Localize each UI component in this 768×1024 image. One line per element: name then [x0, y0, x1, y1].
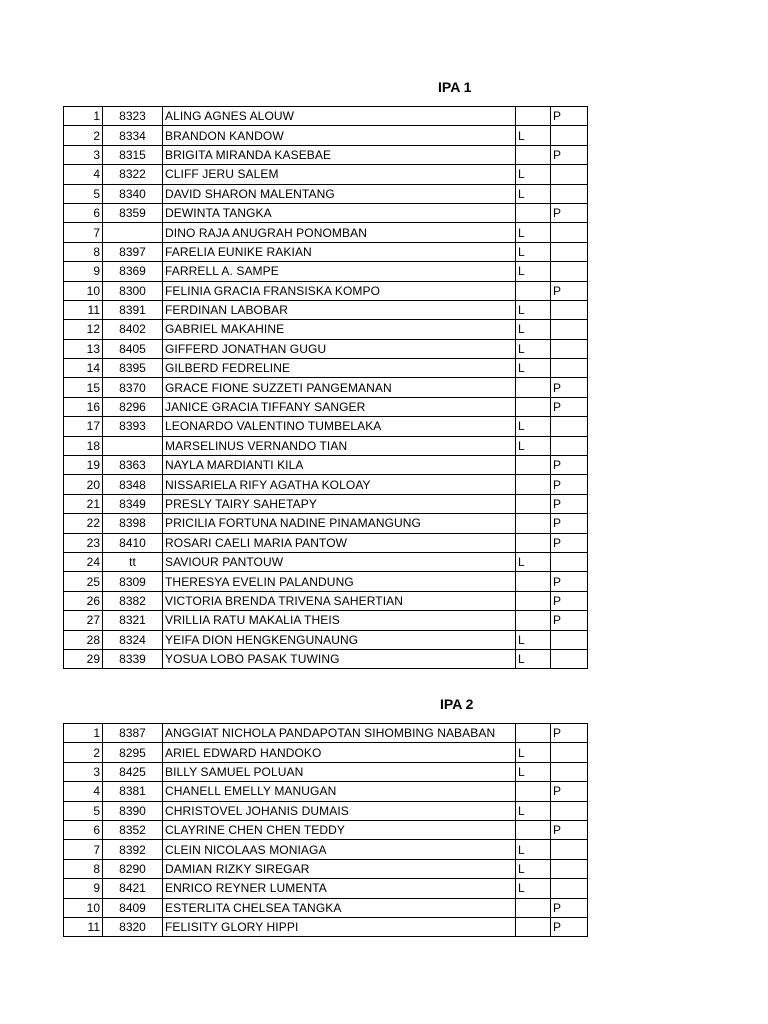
table-row	[64, 223, 588, 242]
student-id: 8363	[103, 456, 163, 475]
student-id: 8369	[103, 262, 163, 281]
row-number: 11	[64, 300, 103, 319]
student-name: CHRISTOVEL JOHANIS DUMAIS	[163, 801, 516, 820]
gender-l-mark: L	[516, 184, 551, 203]
table-row	[64, 417, 588, 436]
student-name: CHANELL EMELLY MANUGAN	[163, 782, 516, 801]
gender-l-mark	[516, 475, 551, 494]
gender-l-mark: L	[516, 649, 551, 668]
student-name: YEIFA DION HENGKENGUNAUNG	[163, 630, 516, 649]
row-number: 14	[64, 359, 103, 378]
table-row	[64, 859, 588, 878]
student-name: DINO RAJA ANUGRAH PONOMBAN	[163, 223, 516, 242]
row-number: 27	[64, 611, 103, 630]
student-id: 8409	[103, 898, 163, 917]
student-name: NISSARIELA RIFY AGATHA KOLOAY	[163, 475, 516, 494]
student-id: 8390	[103, 801, 163, 820]
table-row	[64, 649, 588, 668]
gender-l-mark	[516, 820, 551, 839]
gender-l-mark	[516, 514, 551, 533]
student-id: 8421	[103, 879, 163, 898]
row-number: 2	[64, 743, 103, 762]
student-id: 8405	[103, 339, 163, 358]
student-id: 8395	[103, 359, 163, 378]
student-name: CLAYRINE CHEN CHEN TEDDY	[163, 820, 516, 839]
table-row	[64, 611, 588, 630]
student-name: GABRIEL MAKAHINE	[163, 320, 516, 339]
gender-p-mark	[551, 436, 588, 455]
table-row	[64, 801, 588, 820]
gender-p-mark	[551, 840, 588, 859]
table-row	[64, 300, 588, 319]
student-id: 8410	[103, 533, 163, 552]
student-name: PRESLY TAIRY SAHETAPY	[163, 494, 516, 513]
row-number: 12	[64, 320, 103, 339]
table-row	[64, 879, 588, 898]
row-number: 8	[64, 859, 103, 878]
table-row	[64, 359, 588, 378]
student-id: 8425	[103, 762, 163, 781]
table-row	[64, 572, 588, 591]
table-row	[64, 514, 588, 533]
row-number: 3	[64, 145, 103, 164]
table-row	[64, 339, 588, 358]
student-id: 8349	[103, 494, 163, 513]
table-row	[64, 917, 588, 936]
table-row	[64, 782, 588, 801]
table-row	[64, 840, 588, 859]
gender-p-mark	[551, 126, 588, 145]
gender-l-mark: L	[516, 840, 551, 859]
row-number: 19	[64, 456, 103, 475]
student-name: DEWINTA TANGKA	[163, 203, 516, 222]
student-id: 8397	[103, 242, 163, 261]
gender-p-mark: P	[551, 533, 588, 552]
row-number: 16	[64, 397, 103, 416]
student-id: 8393	[103, 417, 163, 436]
row-number: 5	[64, 184, 103, 203]
table-row	[64, 898, 588, 917]
student-name: ESTERLITA CHELSEA TANGKA	[163, 898, 516, 917]
student-name: GIFFERD JONATHAN GUGU	[163, 339, 516, 358]
gender-l-mark	[516, 724, 551, 743]
roster-body	[64, 724, 588, 937]
student-name: FARRELL A. SAMPE	[163, 262, 516, 281]
student-id: 8340	[103, 184, 163, 203]
table-row	[64, 436, 588, 455]
gender-p-mark: P	[551, 917, 588, 936]
gender-l-mark: L	[516, 262, 551, 281]
row-number: 29	[64, 649, 103, 668]
student-name: ALING AGNES ALOUW	[163, 107, 516, 126]
row-number: 1	[64, 724, 103, 743]
row-number: 7	[64, 223, 103, 242]
row-number: 10	[64, 281, 103, 300]
student-name: SAVIOUR PANTOUW	[163, 552, 516, 571]
gender-p-mark	[551, 242, 588, 261]
gender-l-mark	[516, 397, 551, 416]
gender-p-mark	[551, 300, 588, 319]
row-number: 23	[64, 533, 103, 552]
gender-p-mark: P	[551, 820, 588, 839]
student-id: 8290	[103, 859, 163, 878]
student-name: BRIGITA MIRANDA KASEBAE	[163, 145, 516, 164]
gender-l-mark: L	[516, 436, 551, 455]
gender-p-mark	[551, 801, 588, 820]
gender-l-mark: L	[516, 126, 551, 145]
student-name: CLEIN NICOLAAS MONIAGA	[163, 840, 516, 859]
student-name: ENRICO REYNER LUMENTA	[163, 879, 516, 898]
gender-p-mark: P	[551, 591, 588, 610]
gender-l-mark: L	[516, 223, 551, 242]
row-number: 22	[64, 514, 103, 533]
table-row	[64, 126, 588, 145]
gender-l-mark	[516, 611, 551, 630]
student-id: 8324	[103, 630, 163, 649]
gender-l-mark	[516, 281, 551, 300]
row-number: 25	[64, 572, 103, 591]
student-id: 8370	[103, 378, 163, 397]
gender-p-mark	[551, 743, 588, 762]
gender-l-mark	[516, 107, 551, 126]
table-row	[64, 475, 588, 494]
gender-p-mark	[551, 649, 588, 668]
student-name: JANICE GRACIA TIFFANY SANGER	[163, 397, 516, 416]
student-name: GILBERD FEDRELINE	[163, 359, 516, 378]
student-name: LEONARDO VALENTINO TUMBELAKA	[163, 417, 516, 436]
gender-p-mark	[551, 630, 588, 649]
row-number: 28	[64, 630, 103, 649]
table-row	[64, 533, 588, 552]
gender-p-mark	[551, 879, 588, 898]
gender-l-mark: L	[516, 359, 551, 378]
row-number: 18	[64, 436, 103, 455]
gender-l-mark: L	[516, 762, 551, 781]
table-row	[64, 242, 588, 261]
table-row	[64, 145, 588, 164]
gender-l-mark: L	[516, 242, 551, 261]
student-name: FARELIA EUNIKE RAKIAN	[163, 242, 516, 261]
gender-l-mark: L	[516, 165, 551, 184]
student-id: 8398	[103, 514, 163, 533]
student-id: 8309	[103, 572, 163, 591]
row-number: 1	[64, 107, 103, 126]
gender-p-mark: P	[551, 456, 588, 475]
gender-l-mark	[516, 378, 551, 397]
row-number: 21	[64, 494, 103, 513]
table-row	[64, 552, 588, 571]
gender-p-mark: P	[551, 107, 588, 126]
gender-p-mark	[551, 320, 588, 339]
gender-l-mark	[516, 533, 551, 552]
gender-p-mark: P	[551, 145, 588, 164]
gender-l-mark	[516, 591, 551, 610]
student-id: 8334	[103, 126, 163, 145]
gender-p-mark: P	[551, 397, 588, 416]
table-row	[64, 165, 588, 184]
student-name: NAYLA MARDIANTI KILA	[163, 456, 516, 475]
student-name: GRACE FIONE SUZZETI PANGEMANAN	[163, 378, 516, 397]
student-id: 8387	[103, 724, 163, 743]
gender-l-mark	[516, 145, 551, 164]
gender-l-mark: L	[516, 743, 551, 762]
row-number: 4	[64, 165, 103, 184]
row-number: 5	[64, 801, 103, 820]
table-row	[64, 743, 588, 762]
gender-p-mark	[551, 552, 588, 571]
student-name: BRANDON KANDOW	[163, 126, 516, 145]
table-row	[64, 820, 588, 839]
gender-l-mark: L	[516, 339, 551, 358]
table-row	[64, 203, 588, 222]
student-id: 8352	[103, 820, 163, 839]
gender-p-mark	[551, 262, 588, 281]
student-id: 8320	[103, 917, 163, 936]
student-name: BILLY SAMUEL POLUAN	[163, 762, 516, 781]
student-id: 8359	[103, 203, 163, 222]
student-name: DAMIAN RIZKY SIREGAR	[163, 859, 516, 878]
student-id	[103, 436, 163, 455]
row-number: 11	[64, 917, 103, 936]
student-id: 8315	[103, 145, 163, 164]
row-number: 6	[64, 820, 103, 839]
student-id: 8300	[103, 281, 163, 300]
gender-p-mark	[551, 417, 588, 436]
gender-l-mark	[516, 782, 551, 801]
student-name: FELINIA GRACIA FRANSISKA KOMPO	[163, 281, 516, 300]
row-number: 17	[64, 417, 103, 436]
student-id: 8321	[103, 611, 163, 630]
section-title-ipa-1: IPA 1	[438, 79, 472, 95]
row-number: 3	[64, 762, 103, 781]
table-row	[64, 378, 588, 397]
gender-p-mark	[551, 359, 588, 378]
gender-l-mark	[516, 203, 551, 222]
row-number: 9	[64, 879, 103, 898]
gender-p-mark: P	[551, 475, 588, 494]
gender-l-mark	[516, 898, 551, 917]
row-number: 2	[64, 126, 103, 145]
gender-l-mark: L	[516, 552, 551, 571]
gender-p-mark: P	[551, 494, 588, 513]
table-row	[64, 630, 588, 649]
table-row	[64, 281, 588, 300]
row-number: 8	[64, 242, 103, 261]
student-name: DAVID SHARON MALENTANG	[163, 184, 516, 203]
student-id: tt	[103, 552, 163, 571]
gender-l-mark: L	[516, 879, 551, 898]
student-name: ARIEL EDWARD HANDOKO	[163, 743, 516, 762]
gender-p-mark: P	[551, 782, 588, 801]
gender-l-mark: L	[516, 859, 551, 878]
table-row	[64, 184, 588, 203]
gender-l-mark	[516, 494, 551, 513]
student-name: FERDINAN LABOBAR	[163, 300, 516, 319]
student-name: FELISITY GLORY HIPPI	[163, 917, 516, 936]
student-id: 8348	[103, 475, 163, 494]
student-id: 8322	[103, 165, 163, 184]
gender-l-mark: L	[516, 417, 551, 436]
student-name: VICTORIA BRENDA TRIVENA SAHERTIAN	[163, 591, 516, 610]
row-number: 4	[64, 782, 103, 801]
student-id: 8382	[103, 591, 163, 610]
table-row	[64, 762, 588, 781]
gender-p-mark	[551, 165, 588, 184]
student-id: 8339	[103, 649, 163, 668]
row-number: 20	[64, 475, 103, 494]
gender-p-mark: P	[551, 572, 588, 591]
table-row	[64, 456, 588, 475]
roster-table-ipa-2	[63, 723, 588, 937]
gender-p-mark: P	[551, 281, 588, 300]
student-id: 8295	[103, 743, 163, 762]
roster-table-ipa-1	[63, 106, 588, 669]
student-name: PRICILIA FORTUNA NADINE PINAMANGUNG	[163, 514, 516, 533]
student-name: CLIFF JERU SALEM	[163, 165, 516, 184]
student-id: 8391	[103, 300, 163, 319]
table-row	[64, 107, 588, 126]
row-number: 26	[64, 591, 103, 610]
gender-p-mark: P	[551, 724, 588, 743]
gender-l-mark	[516, 456, 551, 475]
student-id	[103, 223, 163, 242]
student-name: ROSARI CAELI MARIA PANTOW	[163, 533, 516, 552]
row-number: 6	[64, 203, 103, 222]
gender-p-mark	[551, 184, 588, 203]
gender-p-mark: P	[551, 378, 588, 397]
student-name: VRILLIA RATU MAKALIA THEIS	[163, 611, 516, 630]
gender-p-mark	[551, 762, 588, 781]
gender-p-mark: P	[551, 898, 588, 917]
gender-p-mark	[551, 859, 588, 878]
gender-l-mark: L	[516, 801, 551, 820]
table-row	[64, 591, 588, 610]
gender-l-mark: L	[516, 300, 551, 319]
gender-p-mark	[551, 223, 588, 242]
gender-l-mark	[516, 572, 551, 591]
gender-l-mark: L	[516, 630, 551, 649]
student-id: 8402	[103, 320, 163, 339]
section-title-ipa-2: IPA 2	[440, 696, 474, 712]
student-id: 8381	[103, 782, 163, 801]
student-name: THERESYA EVELIN PALANDUNG	[163, 572, 516, 591]
student-name: MARSELINUS VERNANDO TIAN	[163, 436, 516, 455]
student-name: YOSUA LOBO PASAK TUWING	[163, 649, 516, 668]
row-number: 15	[64, 378, 103, 397]
row-number: 9	[64, 262, 103, 281]
gender-p-mark: P	[551, 203, 588, 222]
student-id: 8323	[103, 107, 163, 126]
student-id: 8296	[103, 397, 163, 416]
table-row	[64, 320, 588, 339]
gender-p-mark	[551, 339, 588, 358]
table-row	[64, 397, 588, 416]
student-id: 8392	[103, 840, 163, 859]
row-number: 7	[64, 840, 103, 859]
student-name: ANGGIAT NICHOLA PANDAPOTAN SIHOMBING NABABAN	[163, 724, 516, 743]
table-row	[64, 494, 588, 513]
gender-p-mark: P	[551, 514, 588, 533]
gender-l-mark: L	[516, 320, 551, 339]
table-row	[64, 262, 588, 281]
roster-body	[64, 107, 588, 669]
table-row	[64, 724, 588, 743]
gender-l-mark	[516, 917, 551, 936]
row-number: 13	[64, 339, 103, 358]
row-number: 24	[64, 552, 103, 571]
gender-p-mark: P	[551, 611, 588, 630]
row-number: 10	[64, 898, 103, 917]
